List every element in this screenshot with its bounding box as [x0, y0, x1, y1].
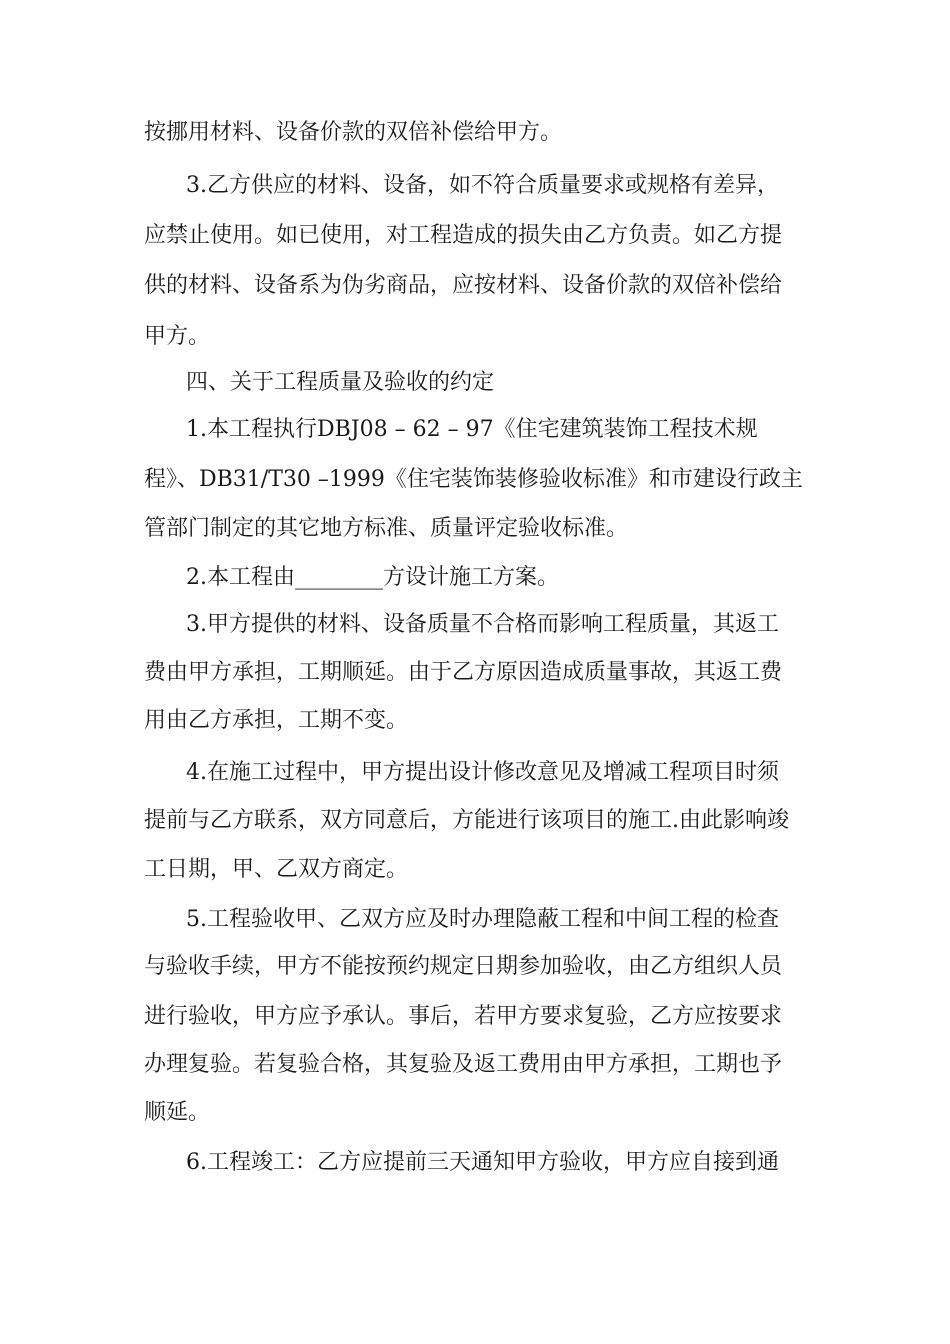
- paragraph-line: 应禁止使用。如已使用，对工程造成的损失由乙方负责。如乙方提: [144, 223, 783, 248]
- paragraph-line: 1.本工程执行DBJ08 – 62 – 97《住宅建筑装饰工程技术规: [186, 417, 758, 442]
- paragraph-line: 提前与乙方联系，双方同意后，方能进行该项目的施工.由此影响竣: [144, 808, 789, 833]
- paragraph-line: 3.甲方提供的材料、设备质量不合格而影响工程质量，其返工: [186, 612, 779, 637]
- paragraph-line: 进行验收，甲方应予承认。事后，若甲方要求复验，乙方应按要求: [144, 1004, 783, 1029]
- paragraph-line: 程》、DB31/T30 –1999《住宅装饰装修验收标准》和市建设行政主: [144, 467, 803, 492]
- paragraph-line: 费由甲方承担，工期顺延。由于乙方原因造成质量事故，其返工费: [144, 660, 783, 685]
- paragraph-line: 2.本工程由________方设计施工方案。: [186, 565, 559, 590]
- paragraph-line: 用由乙方承担，工期不变。: [144, 708, 409, 733]
- paragraph-line: 4.在施工过程中，甲方提出设计修改意见及增减工程项目时须: [186, 760, 779, 785]
- section-heading: 四、关于工程质量及验收的约定: [186, 370, 495, 395]
- paragraph-line: 管部门制定的其它地方标准、质量评定验收标准。: [144, 516, 629, 541]
- paragraph-line: 工日期，甲、乙双方商定。: [144, 857, 409, 882]
- paragraph-line: 办理复验。若复验合格，其复验及返工费用由甲方承担，工期也予: [144, 1052, 783, 1077]
- paragraph-line: 顺延。: [144, 1100, 211, 1125]
- paragraph-line: 按挪用材料、设备价款的双倍补偿给甲方。: [144, 120, 563, 145]
- paragraph-line: 供的材料、设备系为伪劣商品，应按材料、设备价款的双倍补偿给: [144, 273, 783, 298]
- paragraph-line: 与验收手续，甲方不能按预约规定日期参加验收，由乙方组织人员: [144, 954, 783, 979]
- paragraph-line: 3.乙方供应的材料、设备，如不符合质量要求或规格有差异，: [186, 173, 779, 198]
- paragraph-line: 甲方。: [144, 324, 211, 349]
- paragraph-line: 6.工程竣工：乙方应提前三天通知甲方验收，甲方应自接到通: [186, 1150, 779, 1175]
- paragraph-line: 5.工程验收甲、乙双方应及时办理隐蔽工程和中间工程的检查: [186, 907, 779, 932]
